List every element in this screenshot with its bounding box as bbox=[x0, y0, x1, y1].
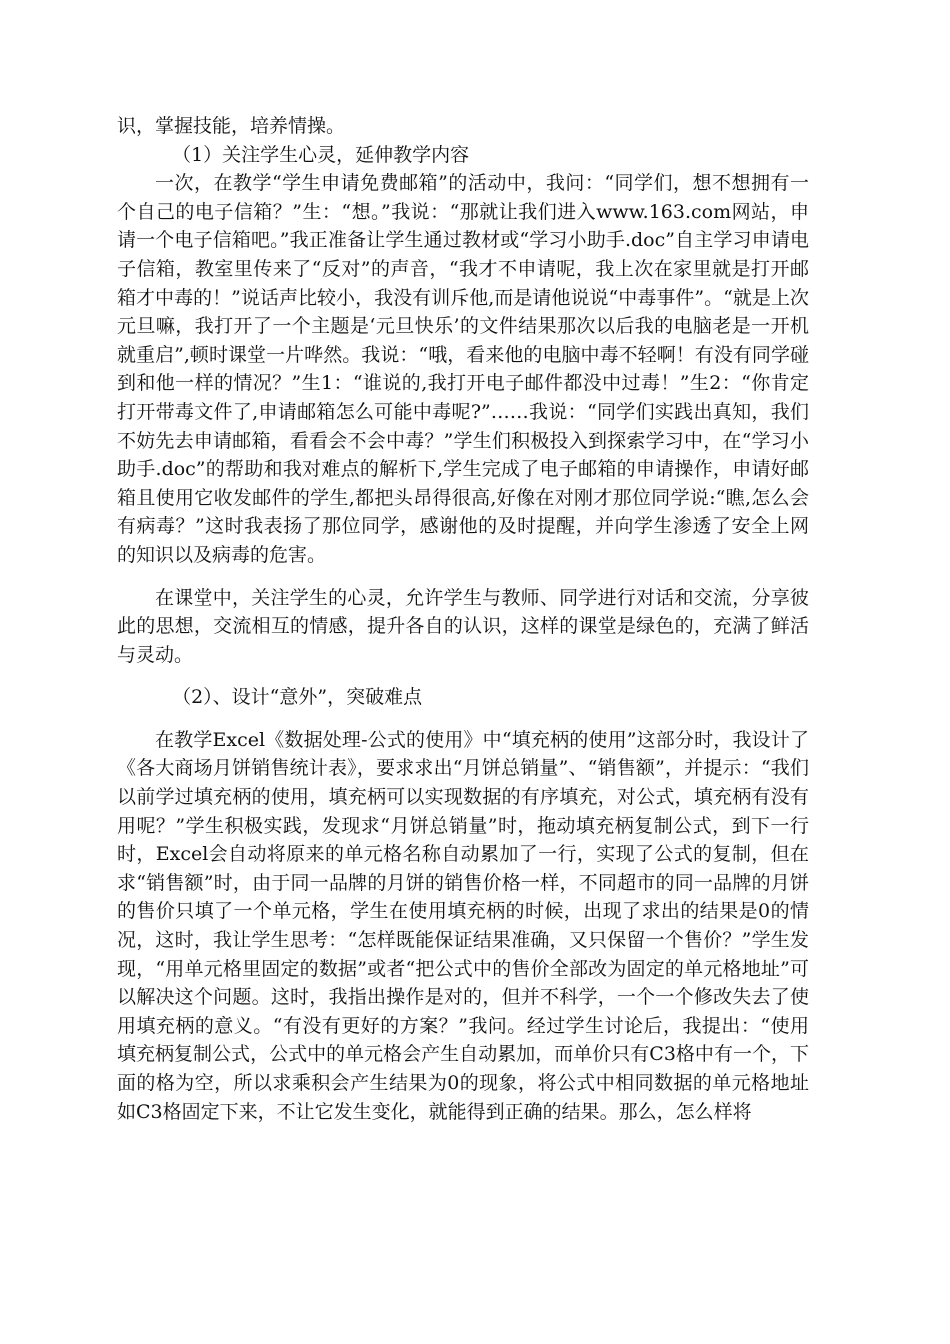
paragraph-excel-story: 在教学Excel《数据处理-公式的使用》中“填充柄的使用”这部分时，我设计了《各大商场月饼销售统计表》，要求求出“月饼总销量”、“销售额”，并提示：“我们以前学过填充柄的使用，填充柄可以实现数据的有序填充，对公式，填充柄有没有用呢？”学生积极实践，发现求“月饼总销量”时，拖动填充柄复制公式，到下一行时，Excel会自动将原来的单元格名称自动累加了一行，实现了公式的复制，但在求“销售额”时，由于同一品牌的月饼的销售价格一样，不同超市的同一品牌的月饼的售价只填了一个单元格，学生在使用填充柄的时候，出现了求出的结果是0的情况，这时，我让学生思考：“怎样既能保证结果准确，又只保留一个售价？”学生发现，“用单元格里固定的数据”或者“把公式中的售价全部改为固定的单元格地址”可以解决这个问题。这时，我指出操作是对的，但并不科学，一个一个修改失去了使用填充柄的意义。“有没有更好的方案？”我问。经过学生讨论后，我提出：“使用填充柄复制公式，公式中的单元格会产生自动累加，而单价只有C3格中有一个，下面的格为空，所以求乘积会产生结果为0的现象，将公式中相同数据的单元格地址如C3格固定下来，不让它发生变化，就能得到正确的结果。那么，怎么样将 bbox=[117, 728, 809, 1123]
paragraph-spacer bbox=[117, 712, 809, 726]
paragraph-summary: 在课堂中，关注学生的心灵，允许学生与教师、同学进行对话和交流，分享彼此的思想，交流相互的情感，提升各自的认识，这样的课堂是绿色的，充满了鲜活与灵动。 bbox=[117, 586, 809, 666]
paragraph-email-story: 一次，在教学“学生申请免费邮箱”的活动中，我问：“同学们，想不想拥有一个自己的电子信箱？”生：“想。”我说：“那就让我们进入www.163.com网站，申请一个电子信箱吧。”我正准备让学生通过教材或“学习小助手.doc”自主学习申请电子信箱，教室里传来了“反对”的声音，“我才不申请呢，我上次在家里就是打开邮箱才中毒的！”说话声比较小，我没有训斥他,而是请他说说“中毒事件”。“就是上次元旦嘛，我打开了一个主题是‘元旦快乐’的文件结果那次以后我的电脑老是一开机就重启”,顿时课堂一片哗然。我说：“哦，看来他的电脑中毒不轻啊！有没有同学碰到和他一样的情况？”生1：“谁说的,我打开电子邮件都没中过毒！”生2：“你肯定打开带毒文件了,申请邮箱怎么可能中毒呢?”……我说：“同学们实践出真知，我们不妨先去申请邮箱，看看会不会中毒？”学生们积极投入到探索学习中，在“学习小助手.doc”的帮助和我对难点的解析下,学生完成了电子邮箱的申请操作，申请好邮箱且使用它收发邮件的学生,都把头昂得很高,好像在对刚才那位同学说:“瞧,怎么会有病毒？”这时我表扬了那位同学，感谢他的及时提醒，并向学生渗透了安全上网的知识以及病毒的危害。 bbox=[117, 172, 809, 566]
paragraph-continuation: 识，掌握技能，培养情操。 bbox=[117, 115, 346, 137]
section-heading-2: （2）、设计“意外”，突破难点 bbox=[172, 686, 423, 709]
section-heading-1: （1）关注学生心灵，延伸教学内容 bbox=[172, 143, 470, 166]
paragraph-spacer bbox=[117, 669, 809, 683]
paragraph-spacer bbox=[117, 570, 809, 584]
document-page bbox=[117, 112, 809, 1126]
